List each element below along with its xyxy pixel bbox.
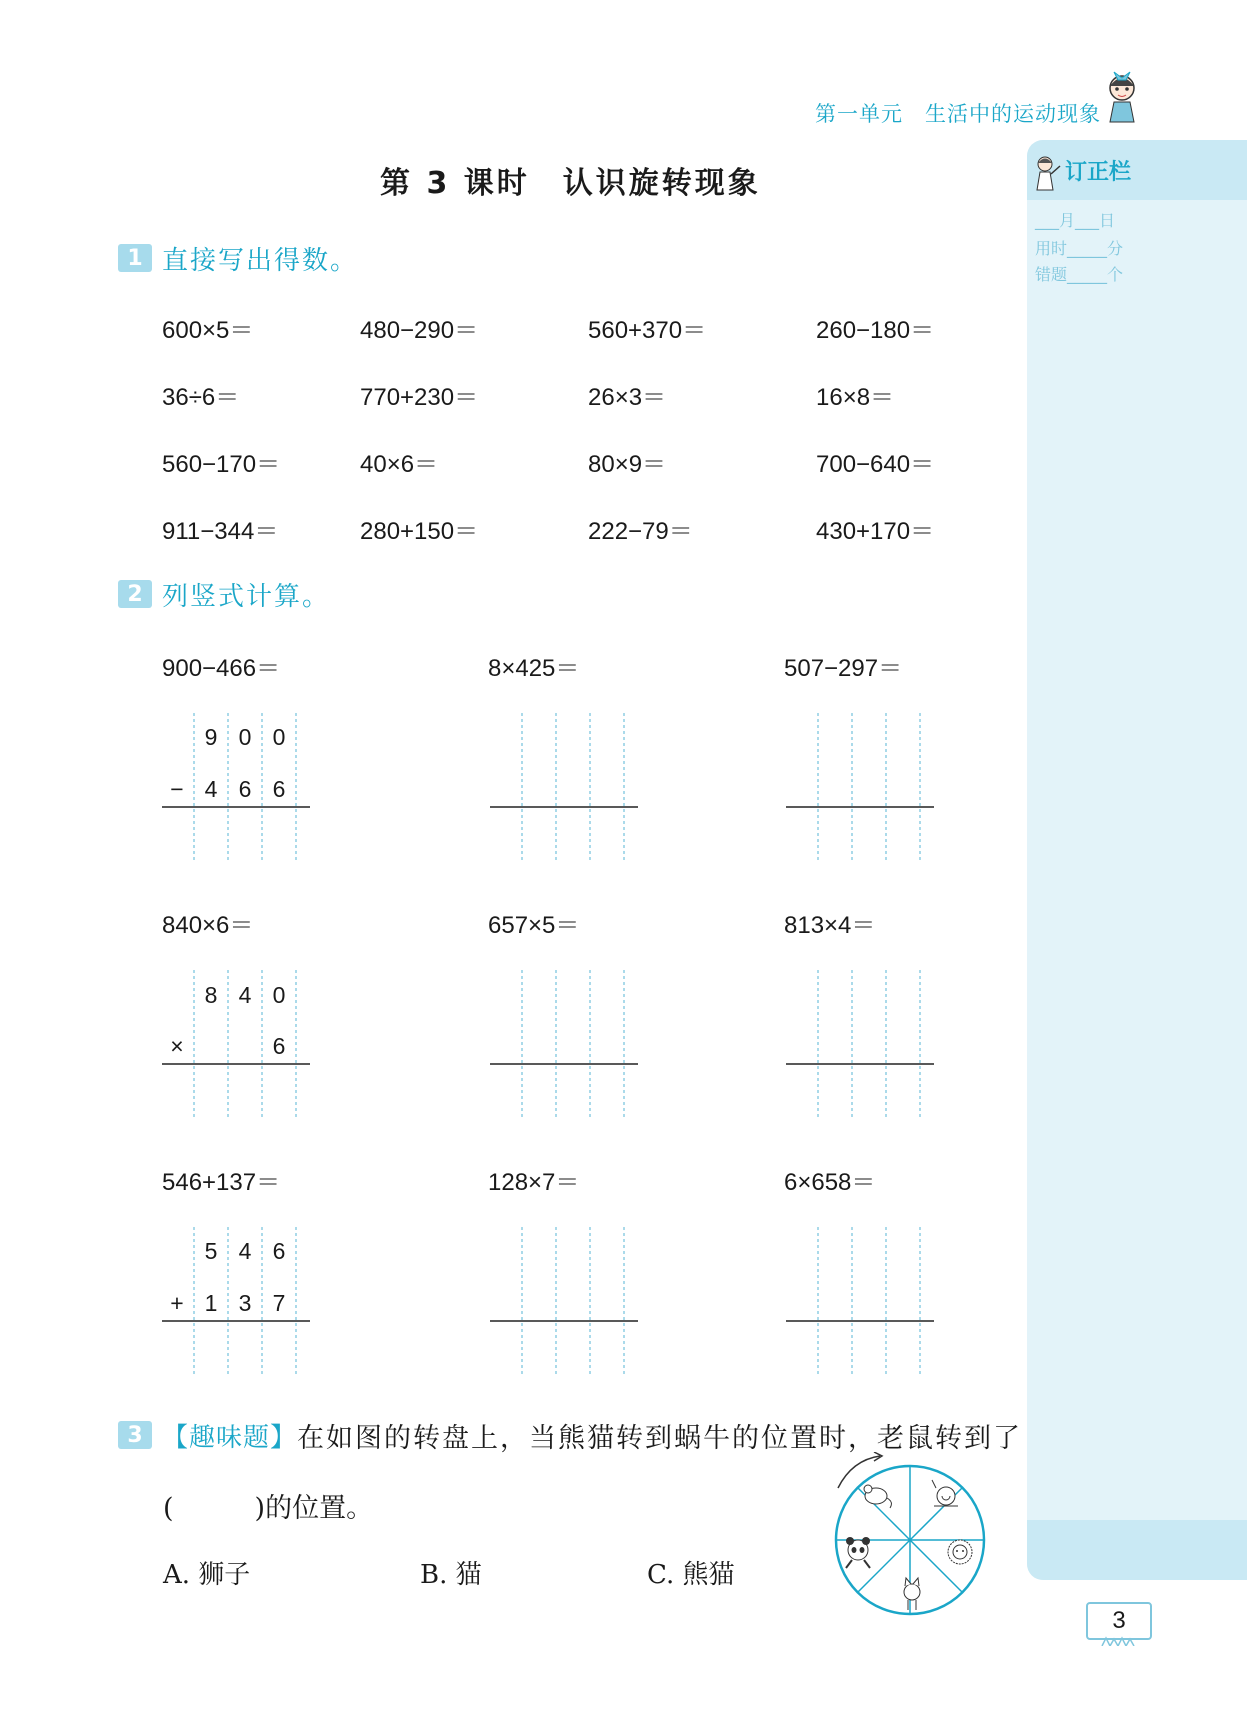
digit: 0 — [272, 724, 286, 750]
work-grid[interactable] — [784, 713, 934, 863]
section-number-badge: 1 — [118, 244, 152, 272]
digit: 8 — [204, 982, 218, 1008]
option-b[interactable]: B. 猫 — [420, 1560, 482, 1590]
digit: 6 — [272, 1238, 286, 1264]
sidebar-title: 订正栏 — [1065, 160, 1132, 185]
digit: 6 — [272, 776, 286, 802]
mental-problem[interactable]: 80×9＝ — [588, 451, 667, 478]
digit: 6 — [238, 776, 252, 802]
mascot-girl-icon — [1100, 68, 1144, 124]
digit: 0 — [238, 724, 252, 750]
mental-problem[interactable]: 280+150＝ — [360, 518, 479, 545]
lesson-title: 第 3 课时 认识旋转现象 — [380, 166, 761, 201]
work-grid[interactable] — [488, 713, 638, 863]
mental-problem[interactable]: 26×3＝ — [588, 384, 667, 411]
mental-problem[interactable]: 430+170＝ — [816, 518, 935, 545]
lion-icon — [948, 1540, 972, 1564]
mental-problem[interactable]: 40×6＝ — [360, 451, 439, 478]
digit: 4 — [204, 776, 218, 802]
vertical-problem: 8×425＝ — [488, 655, 580, 682]
work-grid[interactable] — [488, 1227, 638, 1377]
option-a[interactable]: A. 狮子 — [163, 1560, 251, 1590]
work-grid[interactable] — [488, 970, 638, 1120]
vertical-problem: 507−297＝ — [784, 655, 903, 682]
digit: 0 — [272, 982, 286, 1008]
digit: 5 — [204, 1238, 218, 1264]
digit: 4 — [238, 982, 252, 1008]
mental-problem[interactable]: 260−180＝ — [816, 317, 935, 344]
mental-problem[interactable]: 480−290＝ — [360, 317, 479, 344]
vertical-problem: 813×4＝ — [784, 912, 876, 939]
mental-problem[interactable]: 770+230＝ — [360, 384, 479, 411]
mental-problem[interactable]: 560+370＝ — [588, 317, 707, 344]
digit: 4 — [238, 1238, 252, 1264]
time-field[interactable]: 用时_____分 — [1035, 239, 1124, 258]
page-number: 3 — [1086, 1602, 1152, 1640]
section-1-header — [118, 242, 358, 274]
mental-problem[interactable]: 700−640＝ — [816, 451, 935, 478]
digit: 6 — [272, 1033, 286, 1059]
operator: × — [170, 1033, 184, 1059]
digit: 9 — [204, 724, 218, 750]
vertical-problem: 840×6＝ — [162, 912, 254, 939]
turntable-figure — [828, 1452, 988, 1616]
option-c[interactable]: C. 熊猫 — [647, 1560, 735, 1590]
section-3-question — [118, 1418, 1022, 1452]
mental-problem[interactable]: 16×8＝ — [816, 384, 895, 411]
fun-question-tag: 【趣味题】 — [162, 1422, 298, 1453]
mental-problem[interactable]: 600×5＝ — [162, 317, 254, 344]
mental-problem[interactable]: 36÷6＝ — [162, 384, 240, 411]
question-answer-blank[interactable]: ( )的位置。 — [163, 1493, 374, 1524]
sidebar-footer — [1027, 1520, 1247, 1580]
section-title: 直接写出得数。 — [162, 245, 359, 276]
vertical-problem: 128×7＝ — [488, 1169, 580, 1196]
section-number-badge: 2 — [118, 580, 152, 608]
vertical-problem: 900−466＝ — [162, 655, 281, 682]
date-field[interactable]: ___月___日 — [1035, 211, 1116, 230]
operator: − — [170, 776, 184, 802]
section-number-badge: 3 — [118, 1421, 152, 1449]
grass-icon — [1100, 1636, 1136, 1646]
section-2-header — [118, 578, 330, 610]
mental-problem[interactable]: 911−344＝ — [162, 518, 279, 545]
vertical-problem: 546+137＝ — [162, 1169, 281, 1196]
vertical-problem: 6×658＝ — [784, 1169, 876, 1196]
unit-header: 第一单元 生活中的运动现象 — [815, 102, 1101, 126]
section-title: 列竖式计算。 — [162, 581, 331, 612]
work-grid[interactable] — [784, 1227, 934, 1377]
digit: 7 — [272, 1290, 286, 1316]
mental-problem[interactable]: 222−79＝ — [588, 518, 693, 545]
work-grid[interactable] — [784, 970, 934, 1120]
sidebar-header — [1027, 140, 1247, 200]
question-text: 在如图的转盘上，当熊猫转到蜗牛的位置时，老鼠转到了 — [297, 1422, 1023, 1454]
operator: + — [170, 1290, 184, 1316]
mental-problem[interactable]: 560−170＝ — [162, 451, 281, 478]
vertical-problem: 657×5＝ — [488, 912, 580, 939]
errors-field[interactable]: 错题_____个 — [1035, 265, 1124, 284]
teacher-icon — [1031, 154, 1061, 192]
correction-sidebar — [1027, 140, 1247, 1580]
digit: 3 — [238, 1290, 252, 1316]
digit: 1 — [204, 1290, 218, 1316]
